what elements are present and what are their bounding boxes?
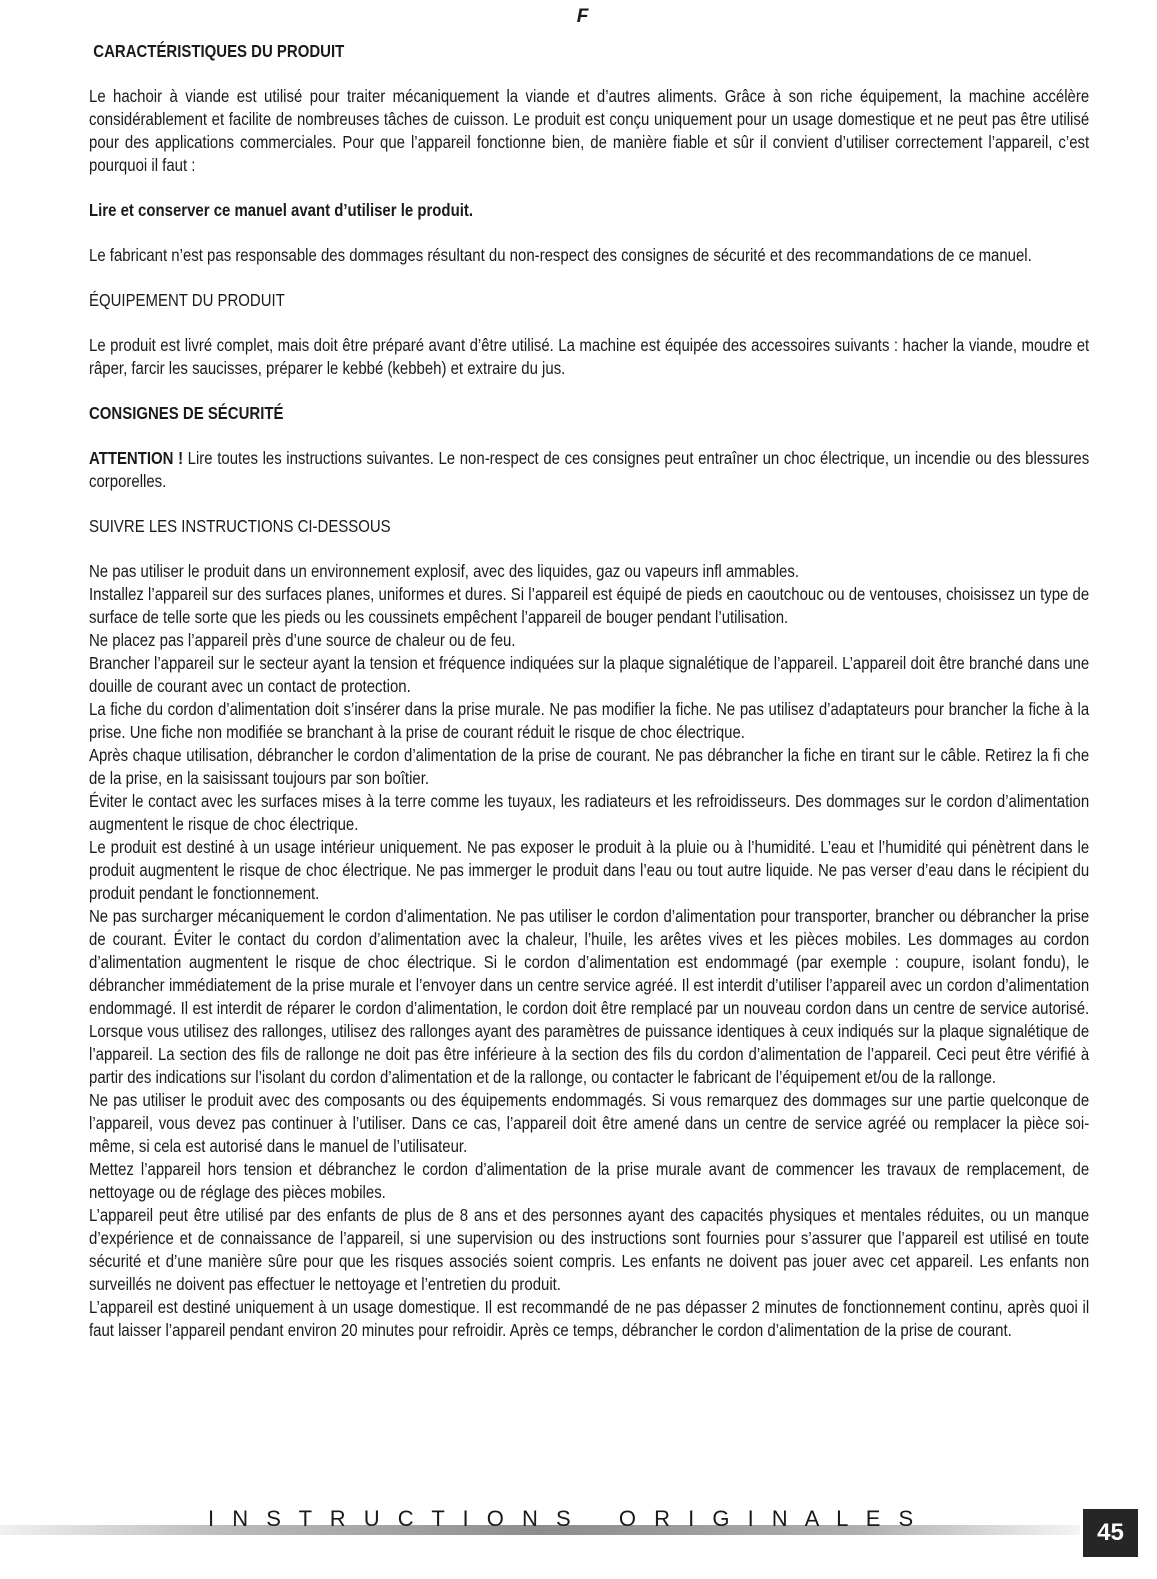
instruction-item: Ne pas surcharger mécaniquement le cordon d’alimentation. Ne pas utiliser le cordon d’alimentation pour transporter, brancher ou débrancher la prise de courant. Éviter le contact du cordon d’alimentation avec la chaleur, l’huile, les arêtes vives et les pièces mobiles. Les dommages au cordon d’alimentation augmentent le risque de choc électrique. Si le cordon d’alimentation est endommagé (par exemple : coupure, isolant fondu), le débrancher immédiatement de la prise murale et l’envoyer dans un centre service agréé. Il est interdit d’utiliser l’appareil avec un cordon d’alimentation endommagé. Il est interdit de réparer le cordon d’alimentation, le cordon doit être remplacé par un nouveau cordon dans un centre de service autorisé. Lorsque vous utilisez des rallonges, utilisez des rallonges ayant des paramètres de puissance identiques à ceux indiqués sur la plaque signalétique de l’appareil. La section des fils de rallonge ne doit pas être inférieure à la section des fils du cordon d’alimentation de l’appareil. Ceci peut être vérifié à partir des indications sur l’isolant du cordon d’alimentation et de la rallonge, ou contacter le fabricant de l’équipement et/ou de la rallonge.	[89, 906, 1090, 1087]
characteristics-paragraph: Le hachoir à viande est utilisé pour traiter mécaniquement la viande et d’autres aliments. Grâce à son riche équipement, la machine accélère considérablement et facilite de nombreuses tâches de cuisson. Le produit est conçu uniquement pour un usage domestique et ne peut pas être utilisé pour des applications commerciales. Pour que l’appareil fonctionne bien, de manière fiable et sûr il convient d’utiliser correctement l’appareil, c’est pourquoi il faut :	[89, 86, 1090, 175]
section-title-characteristics: CARACTÉRISTIQUES DU PRODUIT	[93, 41, 345, 61]
footer-word-instructions: I N S T R U C T I O N S	[208, 1506, 577, 1531]
language-marker: F	[576, 6, 589, 27]
attention-text: Lire toutes les instructions suivantes. Le non-respect de ces consignes peut entraîner un choc électrique, un incendie ou des blessures corporelles.	[89, 448, 1090, 491]
section-title-safety: CONSIGNES DE SÉCURITÉ	[89, 403, 284, 423]
read-manual-notice: Lire et conserver ce manuel avant d’utiliser le produit.	[89, 200, 474, 220]
footer-caption	[208, 1506, 1008, 1532]
instruction-item: Ne pas utiliser le produit avec des composants ou des équipements endommagés. Si vous remarquez des dommages sur une partie quelconque de l’appareil, vous devez pas continuer à l’utiliser. Dans ce cas, l’appareil doit être amené dans un centre de service agréé ou remplacer la pièce soi-même, si cela est autorisé dans le manuel de l’utilisateur.	[89, 1090, 1090, 1156]
footer-word-originales: O R I G I N A L E S	[618, 1506, 920, 1531]
instruction-item: Mettez l’appareil hors tension et débranchez le cordon d’alimentation de la prise murale avant de commencer les travaux de remplacement, de nettoyage ou de réglage des pièces mobiles.	[89, 1159, 1090, 1202]
instruction-item: L’appareil est destiné uniquement à un usage domestique. Il est recommandé de ne pas dépasser 2 minutes de fonctionnement continu, après quoi il faut laisser l’appareil pendant environ 20 minutes pour refroidir. Après ce temps, débrancher le cordon d’alimentation de la prise de courant.	[89, 1297, 1090, 1340]
instruction-item: Ne placez pas l’appareil près d’une source de chaleur ou de feu.	[89, 630, 516, 650]
instruction-item: Éviter le contact avec les surfaces mises à la terre comme les tuyaux, les radiateurs et les refroidisseurs. Des dommages sur le cordon d’alimentation augmentent le risque de choc électrique.	[89, 791, 1090, 834]
follow-instructions-title: SUIVRE LES INSTRUCTIONS CI-DESSOUS	[89, 516, 391, 536]
instruction-item: Le produit est destiné à un usage intérieur uniquement. Ne pas exposer le produit à la pluie ou à l’humidité. L’eau et l’humidité qui pénètrent dans le produit augmentent le risque de choc électrique. Ne pas immerger le produit dans l’eau ou tout autre liquide. Ne pas verser d’eau dans le récipient du produit pendant le fonctionnement.	[89, 837, 1090, 903]
liability-paragraph: Le fabricant n’est pas responsable des dommages résultant du non-respect des consignes de sécurité et des recommandations de ce manuel.	[89, 245, 1032, 265]
instruction-item: Ne pas utiliser le produit dans un environnement explosif, avec des liquides, gaz ou vapeurs infl ammables.	[89, 561, 799, 581]
document-body	[89, 40, 1089, 1342]
section-title-equipment: ÉQUIPEMENT DU PRODUIT	[89, 290, 285, 310]
equipment-paragraph: Le produit est livré complet, mais doit être préparé avant d’être utilisé. La machine est équipée des accessoires suivants : hacher la viande, moudre et râper, farcir les saucisses, préparer le kebbé (kebbeh) et extraire du jus.	[89, 335, 1090, 378]
instruction-item: Brancher l’appareil sur le secteur ayant la tension et fréquence indiquées sur la plaque signalétique de l’appareil. L’appareil doit être branché dans une douille de courant avec un contact de protection.	[89, 653, 1090, 696]
attention-paragraph	[89, 447, 1089, 493]
instruction-item: Après chaque utilisation, débrancher le cordon d’alimentation de la prise de courant. Ne pas débrancher la fiche en tirant sur le câble. Retirez la fi che de la prise, en la saisissant toujours par son boîtier.	[89, 745, 1090, 788]
instruction-item: Installez l’appareil sur des surfaces planes, uniformes et dures. Si l’appareil est équipé de pieds en caoutchouc ou de ventouses, choisissez un type de surface de telle sorte que les pieds ou les coussinets empêchent l’appareil de bouger pendant l’utilisation.	[89, 584, 1090, 627]
page-number-badge: 45	[1083, 1509, 1138, 1557]
instruction-item: L’appareil peut être utilisé par des enfants de plus de 8 ans et des personnes ayant des capacités physiques et mentales réduites, ou un manque d’expérience et de connaissance de l’appareil, si une supervision ou des instructions sont fournies pour s’assurer que l’appareil est utilisé en toute sécurité et d’une manière sûre pour que les risques associés soient compris. Les enfants ne doivent pas jouer avec cet appareil. Les enfants non surveillés ne doivent pas effectuer le nettoyage et l’entretien du produit.	[89, 1205, 1090, 1294]
instruction-item: La fiche du cordon d’alimentation doit s’insérer dans la prise murale. Ne pas modifier la fiche. Ne pas utilisez d’adaptateurs pour brancher la fiche à la prise. Une fiche non modifiée se branchant à la prise de courant réduit le risque de choc électrique.	[89, 699, 1090, 742]
instructions-list	[89, 560, 1089, 1342]
attention-label: ATTENTION !	[89, 448, 184, 468]
